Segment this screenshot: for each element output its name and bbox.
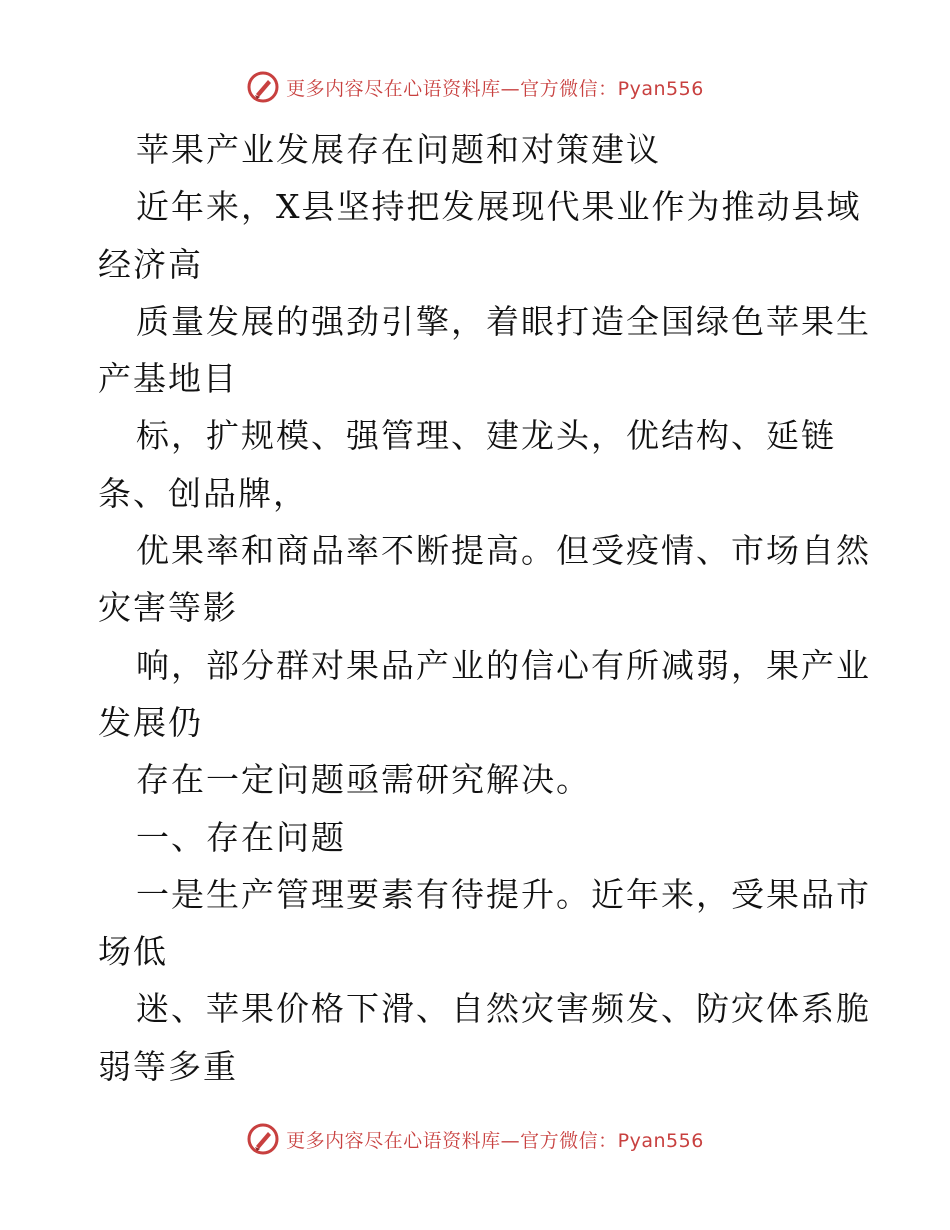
document-body [98,121,871,1095]
paragraph-line: 一是生产管理要素有待提升。近年来，受果品市 [136,874,871,914]
paragraph-line: 条、创品牌， [98,473,308,513]
pen-logo-icon [246,1122,280,1156]
footer-watermark [0,1122,950,1156]
paragraph-line: 存在一定问题亟需研究解决。 [136,760,591,800]
pen-logo-icon [246,70,280,104]
paragraph-line: 标，扩规模、强管理、建龙头，优结构、延链 [136,416,836,456]
paragraph-line: 响，部分群对果品产业的信心有所减弱，果产业 [136,645,871,685]
paragraph-line: 迷、苹果价格下滑、自然灾害频发、防灾体系脆 [136,989,871,1029]
paragraph-line: 质量发展的强劲引擎，着眼打造全国绿色苹果生 [136,301,871,341]
paragraph-line: 产基地目 [98,359,238,399]
watermark-text: 更多内容尽在心语资料库—官方微信：Pyan556 [286,1129,704,1152]
header-watermark [0,70,950,104]
paragraph-line: 弱等多重 [98,1046,238,1086]
paragraph-line: 灾害等影 [98,588,238,628]
paragraph-line: 场低 [98,932,168,972]
paragraph-line: 发展仍 [98,702,203,742]
watermark-text: 更多内容尽在心语资料库—官方微信：Pyan556 [286,77,704,100]
doc-title: 苹果产业发展存在问题和对策建议 [136,130,661,169]
paragraph-line: 优果率和商品率不断提高。但受疫情、市场自然 [136,531,871,571]
section-heading: 一、存在问题 [136,817,346,857]
paragraph-line: 近年来，X县坚持把发展现代果业作为推动县域 [136,187,862,227]
paragraph-line: 经济高 [98,244,203,284]
